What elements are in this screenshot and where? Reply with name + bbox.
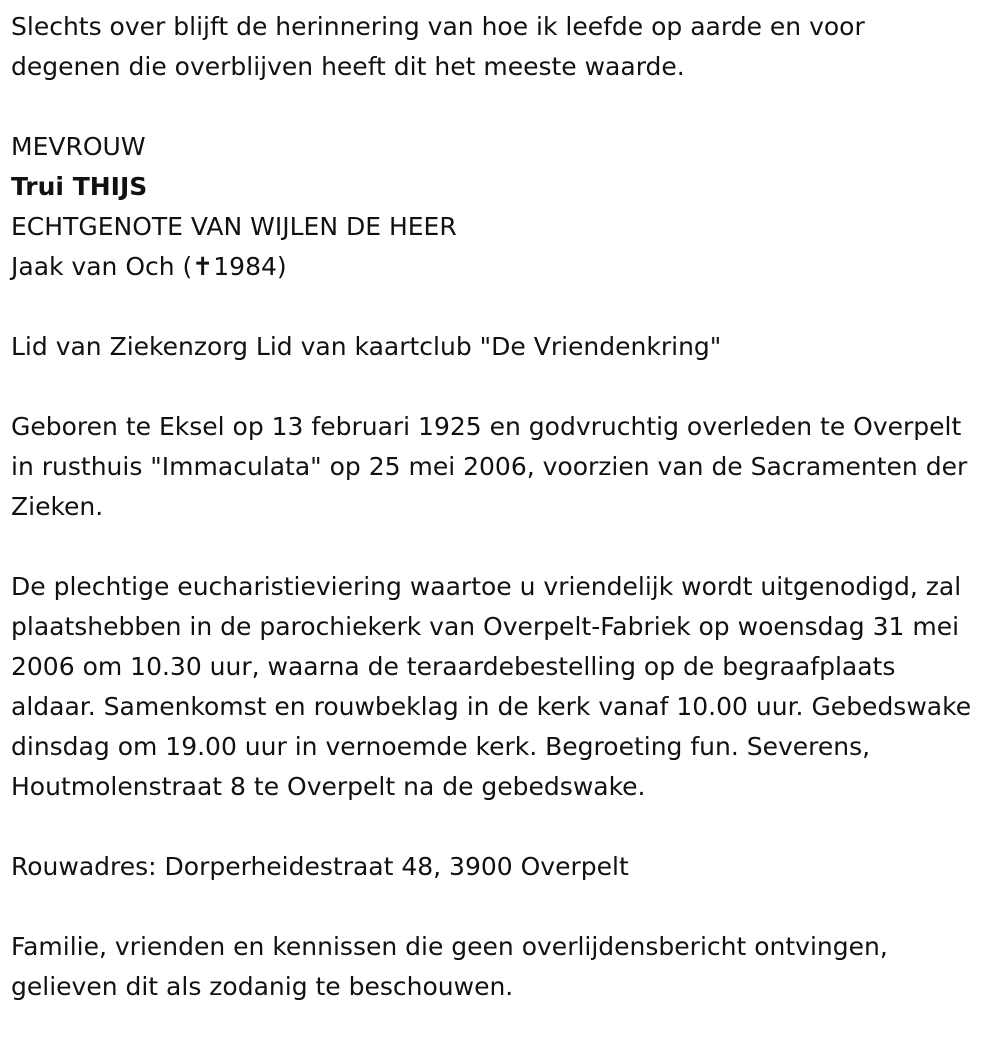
intro-quote: Slechts over blijft de herinnering van hoe ik leefde op aarde en voor degenen die overblijven heeft dit het meeste waarde. xyxy=(11,12,865,81)
ceremony-paragraph: De plechtige eucharistieviering waartoe u vriendelijk wordt uitgenodigd, zal plaatshebben in de parochiekerk van Overpelt-Fabriek op woensdag 31 mei 2006 om 10.30 uur, waarna de teraardebestelling op de begraafplaats aldaar. Samenkomst en rouwbeklag in de kerk vanaf 10.00 uur. Gebedswake dinsdag om 19.00 uur in vernoemde kerk. Begroeting fun. Severens, Houtmolenstraat 8 te Overpelt na de gebedswake. xyxy=(11,572,972,801)
spacer xyxy=(11,527,980,567)
deceased-name: Trui THIJS xyxy=(11,172,148,201)
birth-death-paragraph: Geboren te Eksel op 13 februari 1925 en godvruchtig overleden te Overpelt in rusthuis "Immaculata" op 25 mei 2006, voorzien van de Sacramenten der Zieken. xyxy=(11,412,968,521)
salutation: MEVROUW xyxy=(11,132,146,161)
spacer xyxy=(11,87,980,127)
mourning-address: Rouwadres: Dorperheidestraat 48, 3900 Overpelt xyxy=(11,852,629,881)
spacer xyxy=(11,367,980,407)
spacer xyxy=(11,807,980,847)
memberships: Lid van Ziekenzorg Lid van kaartclub "De Vriendenkring" xyxy=(11,332,722,361)
relation-line: ECHTGENOTE VAN WIJLEN DE HEER xyxy=(11,212,457,241)
spacer xyxy=(11,287,980,327)
spouse-line: Jaak van Och (✝1984) xyxy=(11,252,287,281)
spacer xyxy=(11,887,980,927)
closing-paragraph: Familie, vrienden en kennissen die geen overlijdensbericht ontvingen, gelieven dit als zodanig te beschouwen. xyxy=(11,932,888,1001)
